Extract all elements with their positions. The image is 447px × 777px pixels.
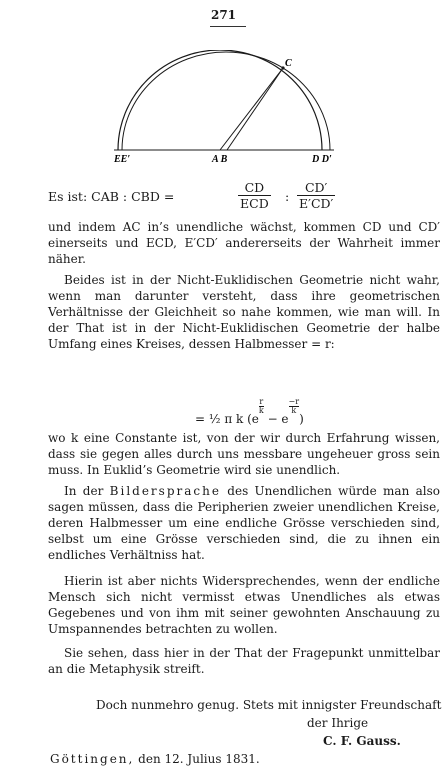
paragraph-4 xyxy=(48,483,440,563)
fraction-denominator: ECD xyxy=(240,196,269,211)
line-AC xyxy=(220,68,283,150)
dateline xyxy=(50,752,260,766)
equation-lead: Es ist: CAB : CBD = xyxy=(48,189,175,204)
paragraph-3: wo k eine Constante ist, von der wir durch Erfahrung wissen, dass sie gegen alles durch uns messbare ungeheuer gross sein muss. In Euklid’s Geometrie wird sie unendlich. xyxy=(48,431,440,477)
date: den 12. Julius 1831. xyxy=(134,752,260,766)
paragraph-6: Sie sehen, dass hier in der That der Fragepunkt unmittelbar an die Metaphysik streift. xyxy=(48,646,440,676)
angle-ratio-equation xyxy=(48,178,408,216)
geometry-figure xyxy=(100,50,350,168)
exponent-numerator: r xyxy=(259,397,264,406)
label-AB: A B xyxy=(212,154,228,165)
signature: C. F. Gauss. xyxy=(323,734,401,748)
label-EE: EE′ xyxy=(114,154,131,165)
fraction-numerator: CD′ xyxy=(304,180,328,195)
label-C: C xyxy=(285,58,292,69)
paragraph-4-rest: des Unendlichen würde man also sagen müssen, dass die Peripherien zweier unendlichen Kreise, deren Halbmesser um eine endliche Grösse verschieden sind, selbst um eine Grösse verschieden sind, die zu ihnen ein endliches Verhältniss hat. xyxy=(48,484,440,562)
city: Göttingen, xyxy=(50,752,135,766)
semicircles-diagram xyxy=(100,50,350,168)
half-circumference-formula xyxy=(195,384,305,426)
paragraph-4-start: In der xyxy=(64,484,110,498)
formula-line xyxy=(195,398,304,426)
spaced-word: Bildersprache xyxy=(109,484,221,498)
ratio-colon: : xyxy=(285,189,290,204)
fraction-denominator: E′CD′ xyxy=(299,196,334,211)
line-BC xyxy=(227,68,283,150)
paragraph-1: und indem AC in’s unendliche wächst, kommen CD und CD′ einerseits und ECD, E′CD′ andererseits der Wahrheit immer näher. xyxy=(48,220,440,266)
fraction-numerator: CD xyxy=(244,180,265,195)
fraction-cd-ecd xyxy=(238,180,271,211)
paragraph-5: Hierin ist aber nichts Widersprechendes, wenn der endliche Mensch sich nicht vermisst etwas Unendliches als etwas Gegebenes und von ihm mit seiner gewohnten Anschauung zu Umspannendes betrachten zu wollen. xyxy=(48,574,440,636)
exponent-numerator: −r xyxy=(288,397,300,406)
closing-line: Doch nunmehro genug. Stets mit innigster Freundschaft xyxy=(96,698,442,712)
fraction-cdprime-ecdprime xyxy=(297,180,335,211)
exponent-2 xyxy=(289,398,300,415)
formula-prefix: = ½ π k (e xyxy=(195,412,259,426)
outer-semicircle xyxy=(122,52,330,150)
label-DD: D D′ xyxy=(312,154,332,165)
formula-minus: − e xyxy=(263,412,289,426)
page-number: 271 xyxy=(210,8,237,22)
exponent-denominator: k xyxy=(258,406,264,415)
formula-close: ) xyxy=(299,412,304,426)
page-number-rule xyxy=(210,26,246,27)
closing-ihrige: der Ihrige xyxy=(307,716,369,730)
exponent-denominator: k xyxy=(289,406,300,415)
paragraph-2: Beides ist in der Nicht-Euklidischen Geometrie nicht wahr, wenn man darunter versteht, dass ihre geometrischen Verhältnisse der Gleichheit so nahe kommen, wie man will. In der That ist in der Nicht-Euklidischen Geometrie der halbe Umfang eines Kreises, dessen Halbmesser = r: xyxy=(48,273,440,351)
